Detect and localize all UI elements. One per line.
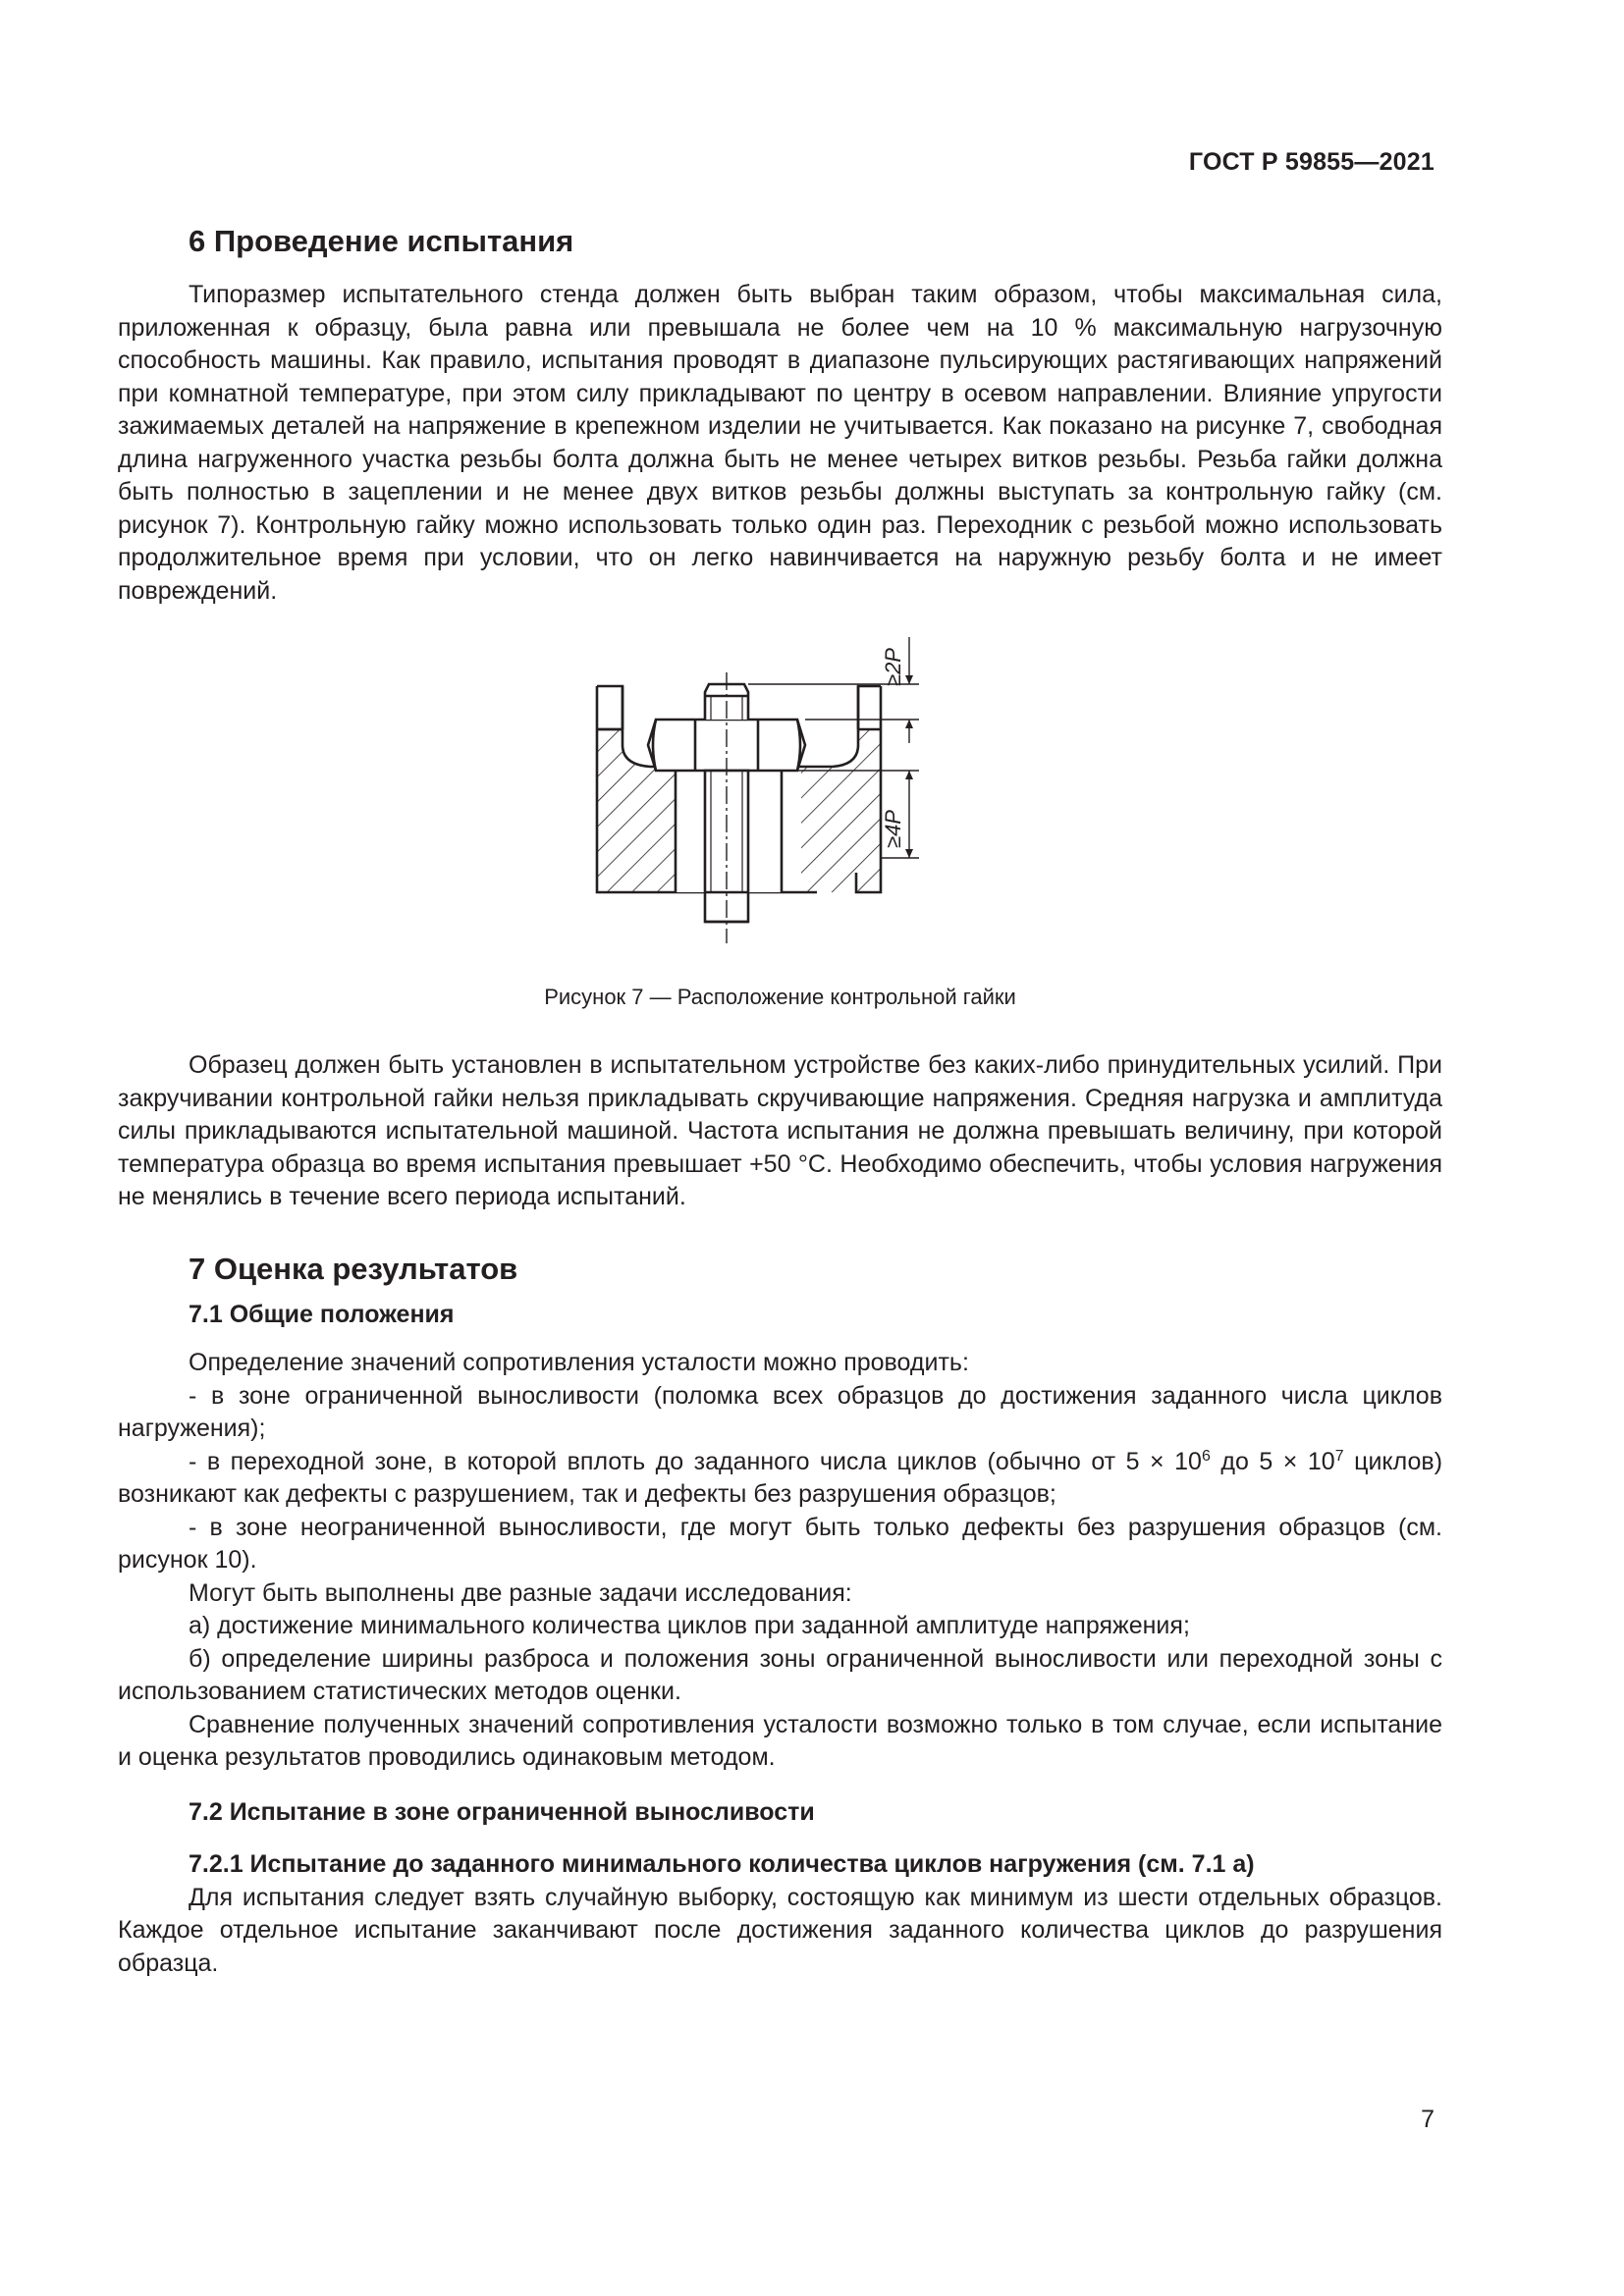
section-7-1-item-3: - в зоне неограниченной выносливости, где могут быть только дефекты без разрушения образцов (см. рисунок 10). xyxy=(118,1513,1442,1574)
section-6-paragraph-2: Образец должен быть установлен в испытательном устройстве без каких-либо принудительных усилий. При закручивании контрольной гайки нельзя прикладывать скручивающие напряжения. Средняя нагрузка и амплитуда силы прикладываются испытательной машиной. Частота испытания не должна превышать величину, при которой температура образца во время испытания превышает +50 °С. Необходимо обеспечить, чтобы условия нагружения не менялись в течение всего периода испытаний. xyxy=(118,1051,1442,1210)
control-nut-diagram xyxy=(562,637,1023,961)
page-number: 7 xyxy=(1421,2106,1435,2133)
dimension-label-4p: ≥4P xyxy=(881,810,905,848)
section-7-1-task-b: б) определение ширины разброса и положения зоны ограниченной выносливости или переходной зоны с использованием статистических методов оценки. xyxy=(118,1644,1442,1705)
section-6-title: 6 Проведение испытания xyxy=(189,224,574,258)
section-7-2-title: 7.2 Испытание в зоне ограниченной выносливости xyxy=(189,1797,815,1826)
section-7-2-1-text: Для испытания следует взять случайную выборку, состоящую как минимум из шести отдельных образцов. Каждое отдельное испытание заканчивают после достижения заданного количества циклов до разрушения образца. xyxy=(118,1883,1442,1977)
dimension-label-2p: ≥2P xyxy=(881,648,905,686)
document-body xyxy=(118,222,1442,1980)
section-7-1-item-2: - в переходной зоне, в которой вплоть до заданного числа циклов (обычно от $5 \times 10^6$ до $5 \times 10^7$ циклов) возникают как дефекты с разрушением, так и дефекты без разрушения образцов; xyxy=(118,1447,1443,1508)
section-7-1-tasks-intro: Могут быть выполнены две разные задачи исследования: xyxy=(189,1578,852,1607)
section-7-title: 7 Оценка результатов xyxy=(189,1251,518,1286)
figure-7-caption: Рисунок 7 — Расположение контрольной гайки xyxy=(544,985,1016,1009)
section-7-1-title: 7.1 Общие положения xyxy=(189,1300,455,1328)
section-7-1-comparison: Сравнение полученных значений сопротивления усталости возможно только в том случае, если испытание и оценка результатов проводились одинаковым методом. xyxy=(118,1710,1442,1771)
section-6-paragraph-1: Типоразмер испытательного стенда должен быть выбран таким образом, чтобы максимальная сила, приложенная к образцу, была равна или превышала не более чем на 10 % максимальную нагрузочную способность машины. Как правило, испытания проводят в диапазоне пульсирующих растягивающих напряжений при комнатной температуре, при этом силу прикладывают по центру в осевом направлении. Влияние упругости зажимаемых деталей на напряжение в крепежном изделии не учитывается. Как показано на рисунке 7, свободная длина нагруженного участка резьбы болта должна быть не менее четырех витков резьбы. Резьба гайки должна быть полностью в зацеплении и не менее двух витков резьбы должны выступать за контрольную гайку (см. рисунок 7). Контрольную гайку можно использовать только один раз. Переходник с резьбой можно использовать продолжительное время при условии, что он легко навинчивается на наружную резьбу болта и не имеет повреждений. xyxy=(118,281,1442,605)
figure-7 xyxy=(118,637,1442,1049)
section-7-2-1-title: 7.2.1 Испытание до заданного минимального количества циклов нагружения (см. 7.1 а) xyxy=(189,1850,1255,1878)
document-header-id: ГОСТ Р 59855—2021 xyxy=(1188,148,1435,176)
section-7-1-item-1: - в зоне ограниченной выносливости (поломка всех образцов до достижения заданного числа циклов нагружения); xyxy=(118,1381,1442,1442)
section-7-1-task-a: а) достижение минимального количества циклов при заданной амплитуде напряжения; xyxy=(189,1612,1190,1639)
section-7-1-intro: Определение значений сопротивления усталости можно проводить: xyxy=(189,1349,969,1376)
